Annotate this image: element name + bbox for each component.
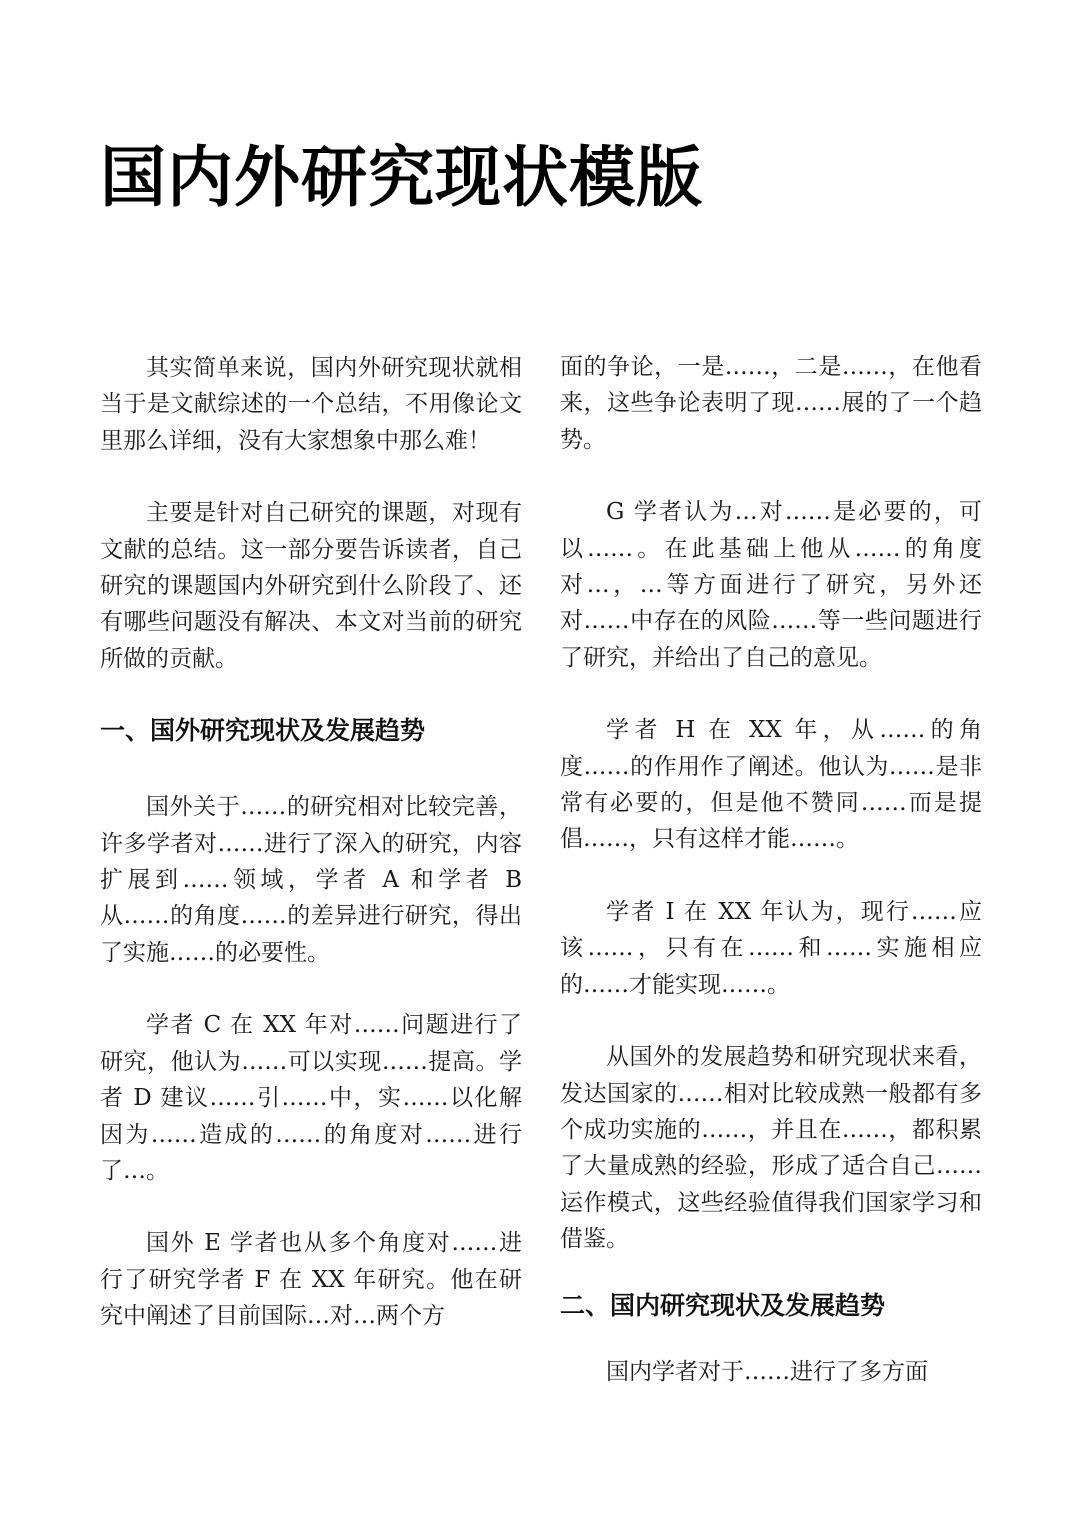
section-heading-foreign: 一、国外研究现状及发展趋势: [100, 716, 426, 746]
body-paragraph-continued: 面的争论，一是……，二是……，在他看来，这些争论表明了现……展的了一个趋势。: [560, 354, 982, 453]
intro-paragraph-1: 其实简单来说，国内外研究现状就相当于是文献综述的一个总结，不用像论文里那么详细，没有大家想象中那么难！: [100, 355, 522, 454]
section-heading-domestic: 二、国内研究现状及发展趋势: [560, 1290, 886, 1320]
left-column: [100, 350, 522, 1371]
body-paragraph: 国外关于……的研究相对比较完善，许多学者对……进行了深入的研究，内容扩展到……领域，学者 A 和学者 B 从……的角度……的差异进行研究，得出了实施……的必要性。: [100, 794, 522, 966]
body-paragraph: 国外 E 学者也从多个角度对……进行了研究学者 F 在 XX 年研究。他在研究中阐述了目前国际…对…两个方: [100, 1230, 522, 1330]
body-paragraph: 从国外的发展趋势和研究现状来看，发达国家的……相对比较成熟一般都有多个成功实施的……，并且在……，都积累了大量成熟的经验，形成了适合自己……运作模式，这些经验值得我们国家学习和借鉴。: [560, 1044, 982, 1253]
body-paragraph: 国内学者对于……进行了多方面: [606, 1358, 928, 1385]
right-column: [560, 349, 982, 1426]
intro-paragraph-2: 主要是针对自己研究的课题，对现有文献的总结。这一部分要告诉读者，自己研究的课题国内外研究到什么阶段了、还有哪些问题没有解决、本文对当前的研究所做的贡献。: [100, 500, 522, 672]
body-paragraph: G 学者认为…对……是必要的，可以……。在此基础上他从……的角度对…，…等方面进行了研究，另外还对……中存在的风险……等一些问题进行了研究，并给出了自己的意见。: [560, 499, 982, 671]
body-paragraph: 学者 C 在 XX 年对……问题进行了研究，他认为……可以实现……提高。学者 D 建议……引……中，实……以化解因为……造成的……的角度对……进行了…。: [100, 1012, 522, 1184]
body-paragraph: 学者 I 在 XX 年认为，现行……应该……，只有在……和……实施相应的……才能实现……。: [560, 898, 982, 998]
document-title: 国内外研究现状模版: [100, 139, 703, 216]
body-paragraph: 学者 H 在 XX 年，从……的角度……的作用作了阐述。他认为……是非常有必要的，但是他不赞同……而是提倡……，只有这样才能……。: [560, 717, 982, 853]
